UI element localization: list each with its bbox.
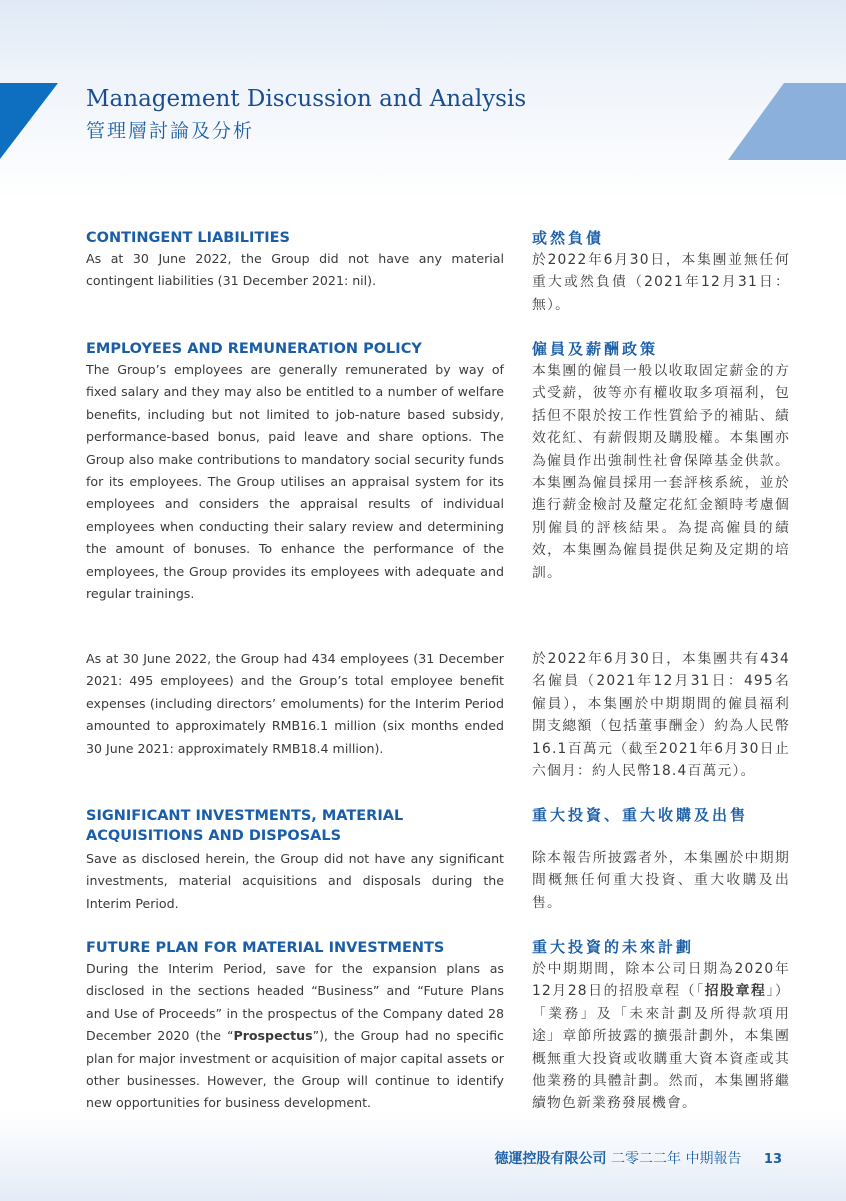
body-text: 」）「業務」及「未來計劃及所得款項用途」章節所披露的擴張計劃外，本集團概無重大投資或收購重大資本資產或其他業務的具體計劃。然而，本集團將繼續物色新業務發展機會。: [532, 983, 790, 1112]
body-text: ”), the Group had no specific plan for major investment or acquisition of major capital assets or other businesses. However, the Group will continue to identify new opportunities for business development.: [86, 1028, 504, 1111]
section-heading: EMPLOYEES AND REMUNERATION POLICY: [86, 341, 422, 357]
section-heading: 僱員及薪酬政策: [532, 340, 659, 358]
section-body: Save as disclosed herein, the Group did not have any significant investments, material acquisitions and disposals during the Interim Period.: [86, 851, 504, 911]
defined-term: 招股章程: [704, 983, 767, 1000]
employees-count-en: [86, 648, 504, 760]
section-body: As at 30 June 2022, the Group had 434 employees (31 December 2021: 495 employees) and the Group’s total employee benefit expenses (including directors’ emoluments) for the Interim Period amounted to approximately RMB16.1 million (six months ended 30 June 2021: approximately RMB18.4 million).: [86, 651, 504, 756]
body-text: During the Interim Period, save for the expansion plans as disclosed in the sections headed “Business” and “Future Plans and Use of Proceeds” in the prospectus of the Company dated 28 December 2020 (the “: [86, 961, 504, 1044]
section-heading: FUTURE PLAN FOR MATERIAL INVESTMENTS: [86, 940, 445, 956]
employees-count-zh: [532, 648, 790, 782]
contingent-liabilities-zh: [532, 227, 790, 316]
section-body: 本集團的僱員一般以收取固定薪金的方式受薪，彼等亦有權收取多項福利，包括但不限於按工作性質給予的補貼、績效花紅、有薪假期及購股權。本集團亦為僱員作出強制性社會保障基金供款。本集團為僱員採用一套評核系統，並於進行薪金檢討及釐定花紅金額時考慮個別僱員的評核結果。為提高僱員的績效，本集團為僱員提供足夠及定期的培訓。: [532, 363, 790, 581]
section-body: As at 30 June 2022, the Group did not have any material contingent liabilities (31 December 2021: nil).: [86, 251, 504, 289]
section-heading: 重大投資的未來計劃: [532, 938, 695, 956]
page-subtitle: 管理層討論及分析: [86, 120, 255, 142]
page-number: 13: [763, 1152, 782, 1167]
section-body: [86, 958, 504, 1115]
significant-investments-en-body: [86, 848, 504, 915]
section-body: The Group’s employees are generally remunerated by way of fixed salary and they may also be entitled to a number of welfare benefits, including but not limited to job-nature based subsidy, performance-based bonus, paid leave and share options. The Group also make contributions to mandatory social security funds for its employees. The Group utilises an appraisal system for its employees and considers the appraisal results of individual employees when conducting their salary review and determining the amount of bonuses. To enhance the performance of the employees, the Group provides its employees with adequate and regular trainings.: [86, 362, 504, 602]
significant-investments-zh: [532, 804, 790, 826]
significant-investments-zh-body: [532, 847, 790, 914]
section-heading: SIGNIFICANT INVESTMENTS, MATERIAL ACQUISITIONS AND DISPOSALS: [86, 808, 404, 844]
footer-company: 德運控股有限公司: [494, 1151, 607, 1167]
future-plan-en: [86, 938, 504, 1115]
right-corner-triangle: [728, 83, 846, 160]
left-corner-triangle: [0, 83, 58, 159]
section-body: 除本報告所披露者外，本集團於中期期間概無任何重大投資、重大收購及出售。: [532, 850, 790, 911]
significant-investments-en: [86, 806, 436, 846]
section-body: 於2022年6月30日，本集團共有434名僱員（2021年12月31日：495名僱員），本集團於中期期間的僱員福利開支總額（包括董事酬金）約為人民幣16.1百萬元（截至2021年6月30日止六個月：約人民幣18.4百萬元）。: [532, 651, 790, 780]
section-body: 於2022年6月30日，本集團並無任何重大或然負債（2021年12月31日：無）。: [532, 252, 790, 313]
section-body: [532, 958, 790, 1115]
body-text: 於中期期間，除本公司日期為2020年12月28日的招股章程（「: [532, 961, 790, 1000]
employees-remuneration-en: [86, 339, 504, 605]
contingent-liabilities-en: [86, 228, 504, 293]
section-heading: 重大投資、重大收購及出售: [532, 806, 749, 824]
footer-report: 二零二二年 中期報告: [611, 1151, 742, 1167]
section-heading: 或然負債: [532, 229, 605, 247]
employees-remuneration-zh: [532, 338, 790, 584]
page-footer: [495, 1148, 782, 1168]
defined-term: Prospectus: [233, 1028, 313, 1044]
section-heading: CONTINGENT LIABILITIES: [86, 230, 290, 246]
future-plan-zh: [532, 936, 790, 1115]
page-title: Management Discussion and Analysis: [86, 86, 527, 112]
